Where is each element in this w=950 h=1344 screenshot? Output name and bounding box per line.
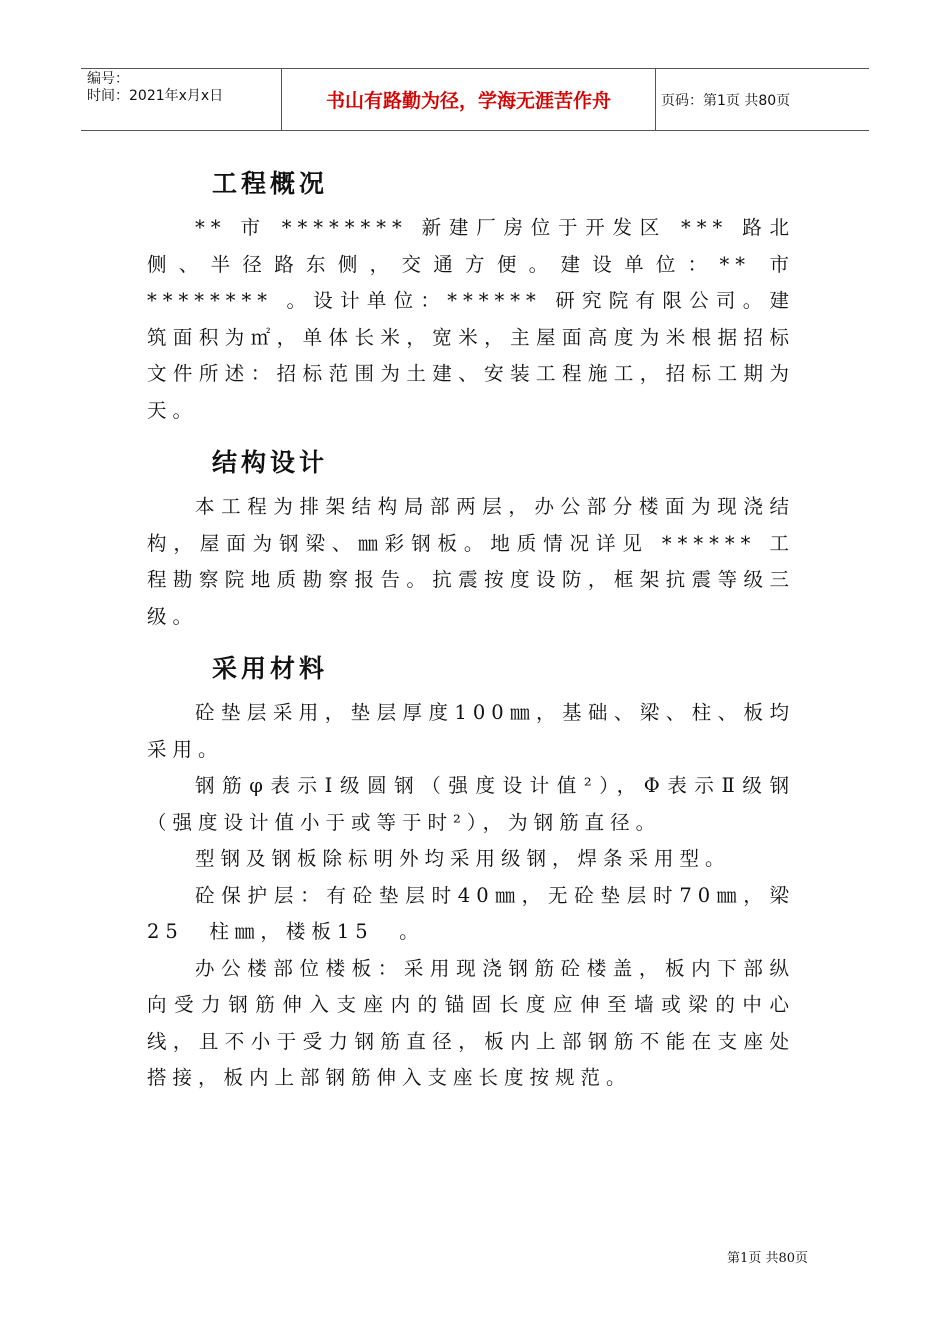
section-title-materials: 采用材料 [212,654,329,683]
header-time: 时间：2021年x月x日 [87,88,224,104]
header-motto: 书山有路勤为径，学海无涯苦作舟 [325,90,611,112]
header-meta [87,71,223,105]
page-header [81,68,869,131]
header-number: 编号： [87,71,129,87]
overview-paragraph: ** 市 ******** 新建厂房位于开发区 *** 路北侧、半径路东侧，交通方便。建设单位：** 市 ******** 。设计单位：****** 研究院有限公司。建筑面积为㎡，单体长米，宽米，主屋面高度为米根据招标文件所述：招标范围为土建、安装工程施工，招标工期为天。 [147,216,795,422]
materials-paragraph: 办公楼部位楼板：采用现浇钢筋砼楼盖，板内下部纵向受力钢筋伸入支座内的锚固长度应伸至墙或梁的中心线，且不小于受力钢筋直径，板内上部钢筋不能在支座处搭接，板内上部钢筋伸入支座长度按规范。 [147,956,795,1089]
materials-paragraph: 型钢及钢板除标明外均采用级钢，焊条采用型。 [195,847,731,870]
header-divider [655,69,656,130]
structure-paragraph: 本工程为排架结构局部两层，办公部分楼面为现浇结构，屋面为钢梁、㎜彩钢板。地质情况详见 ****** 工程勘察院地质勘察报告。抗震按度设防，框架抗震等级三级。 [147,495,795,628]
header-page-info: 页码：第1页 共80页 [661,92,791,109]
materials-paragraph: 钢筋φ表示Ⅰ级圆钢（强度设计值²），Φ表示Ⅱ级钢（强度设计值小于或等于时²），为钢筋直径。 [147,774,795,834]
materials-paragraph: 砼保护层：有砼垫层时40㎜，无砼垫层时70㎜，梁25 柱㎜，楼板15 。 [147,883,795,943]
section-title-structure: 结构设计 [212,448,329,477]
section-title-overview: 工程概况 [212,169,329,198]
page-footer: 第1页 共80页 [727,1251,808,1266]
materials-paragraph: 砼垫层采用，垫层厚度100㎜，基础、梁、柱、板均采用。 [147,701,795,761]
document-body [147,158,795,1097]
